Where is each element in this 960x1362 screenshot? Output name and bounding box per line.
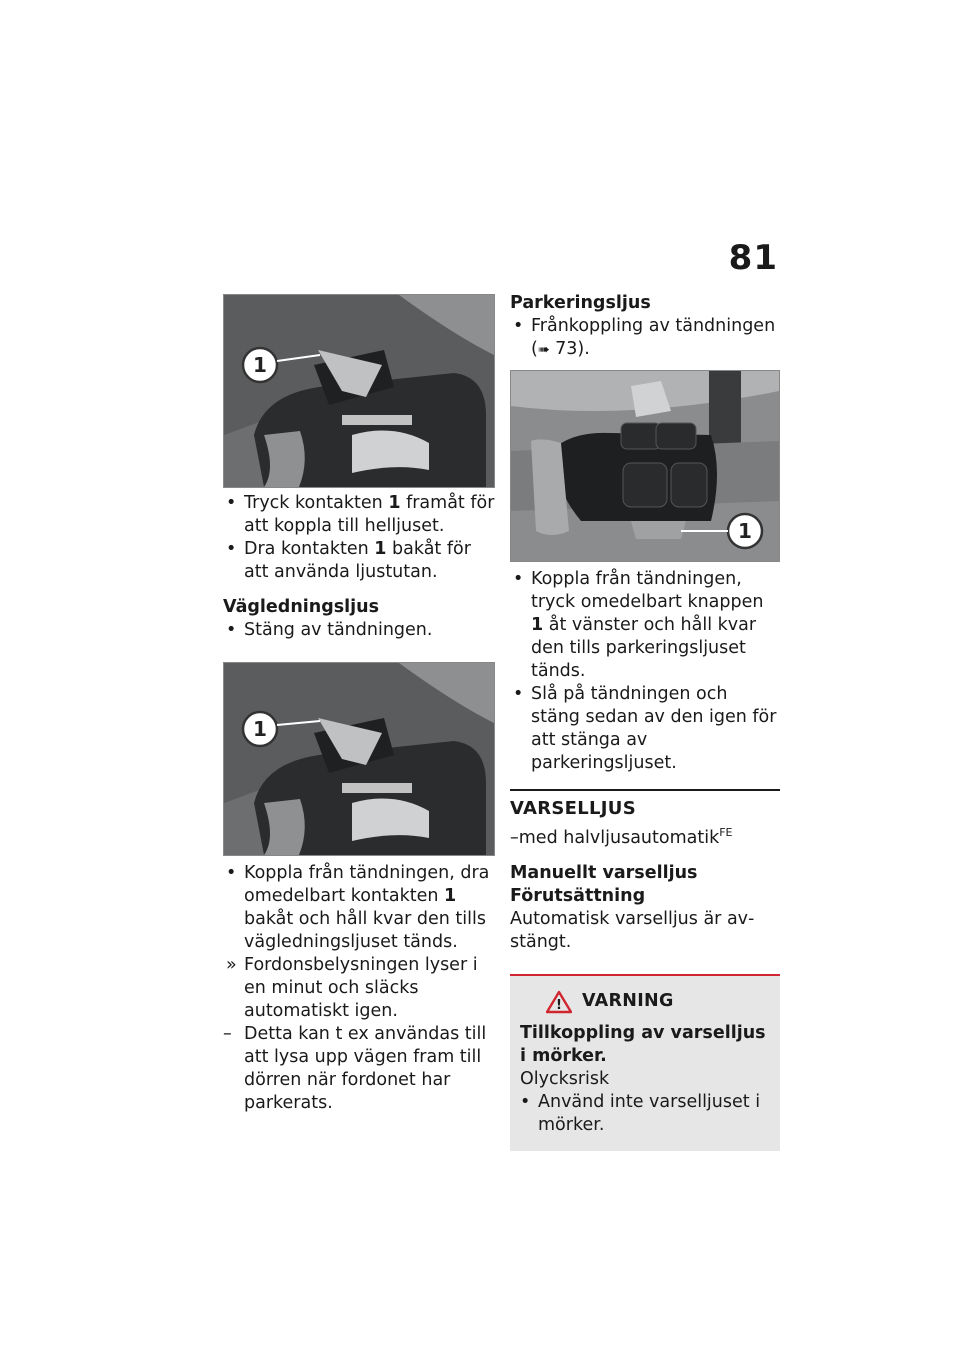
bullet: • bbox=[513, 569, 524, 589]
figure-handlebar-switch-1 bbox=[223, 294, 495, 488]
callout-1: 1 bbox=[253, 353, 267, 377]
warning-risk: Olycksrisk bbox=[520, 1068, 610, 1089]
callout-1: 1 bbox=[253, 717, 267, 741]
warning-header bbox=[520, 990, 770, 1014]
warning-cause: Tillkoppling av varselljus i mörker. bbox=[520, 1022, 766, 1066]
list-item: • Frånkoppling av tändningen (➠ 73). bbox=[513, 316, 776, 359]
bullet: • bbox=[226, 620, 237, 640]
page-number: 81 bbox=[728, 238, 778, 278]
heading-manuellt-varselljus: Manuellt varselljus bbox=[510, 862, 698, 883]
figure-left-switch-cluster bbox=[510, 370, 780, 562]
heading-forutsattning: Förutsättning bbox=[510, 885, 646, 906]
list-item: • Koppla från tändningen, dra omedelbart kontakten 1 bakåt och håll kvar den tills vägledningsljuset tänds. bbox=[226, 863, 490, 952]
heading-vagledningsljus: Vägledningsljus bbox=[223, 597, 380, 617]
list-item: • Slå på tändningen och stäng sedan av den igen för att stänga av parkeringsljuset. bbox=[513, 684, 777, 773]
right-column bbox=[510, 292, 780, 1151]
list-item: • Dra kontakten 1 bakåt för att använda ljustutan. bbox=[226, 539, 471, 582]
handlebar-switch-illustration bbox=[224, 663, 494, 855]
bullet: • bbox=[513, 684, 524, 704]
handlebar-switch-illustration bbox=[224, 295, 494, 487]
list-item: • Använd inte varselljuset i mörker. bbox=[520, 1091, 761, 1135]
list-item: • Koppla från tändningen, tryck omedelbart knappen 1 åt vänster och håll kvar den tills parkeringsljuset tänds. bbox=[513, 569, 764, 681]
bullet: • bbox=[520, 1091, 531, 1112]
warning-title: VARNING bbox=[582, 991, 674, 1012]
bullet: • bbox=[226, 863, 237, 883]
bullet: • bbox=[513, 316, 524, 336]
heading-parkeringsljus: Parkeringsljus bbox=[510, 293, 651, 313]
figure-handlebar-switch-2 bbox=[223, 662, 495, 856]
warning-triangle-icon bbox=[546, 990, 572, 1014]
list-item: • Stäng av tändningen. bbox=[226, 620, 433, 640]
result-marker: » bbox=[226, 955, 237, 975]
result-item: » Fordonsbelysningen lyser i en minut och släcks automatiskt igen. bbox=[226, 955, 478, 1021]
bullet: • bbox=[226, 493, 237, 513]
note-item: – Detta kan t ex användas till att lysa upp vägen fram till dörren när fordonet har parkerats. bbox=[223, 1024, 487, 1113]
dash-marker: – bbox=[223, 1024, 232, 1044]
callout-1: 1 bbox=[738, 519, 752, 543]
section-title-varselljus: VARSELLJUS bbox=[510, 789, 780, 821]
warning-box bbox=[510, 974, 780, 1151]
left-column bbox=[223, 294, 495, 1115]
list-item: • Tryck kontakten 1 framåt för att koppla till helljuset. bbox=[226, 493, 495, 536]
forutsattning-text: Automatisk varselljus är avstängt. bbox=[510, 908, 755, 952]
bullet: • bbox=[226, 539, 237, 559]
reference-arrow-icon: ➠ bbox=[537, 342, 550, 358]
svg-text:!: ! bbox=[556, 997, 562, 1013]
equipment-note: –med halvljusautomatik$^{FE}$ bbox=[510, 826, 733, 848]
